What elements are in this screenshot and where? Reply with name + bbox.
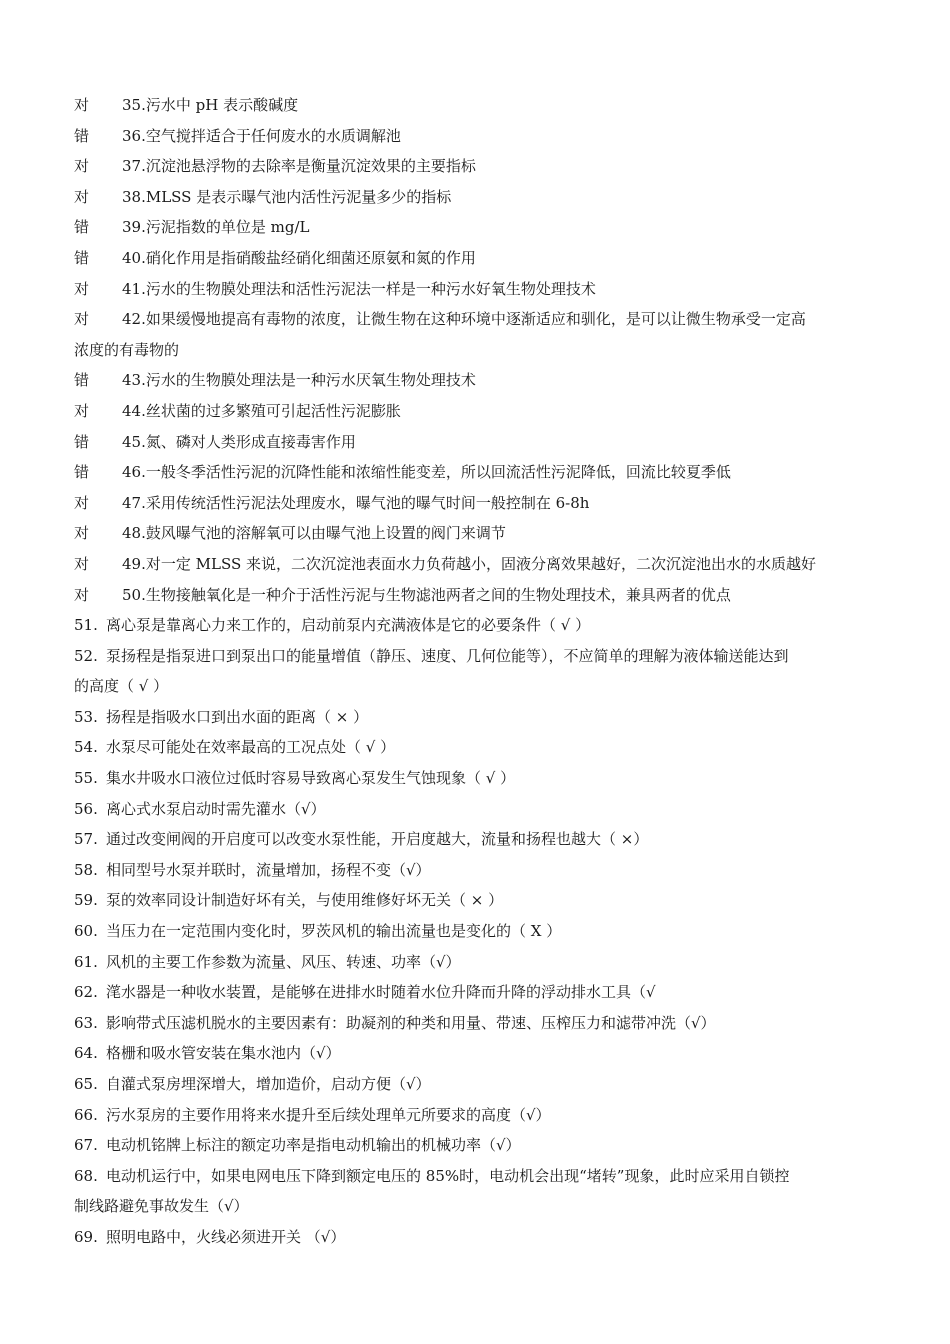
judged-item — [74, 580, 884, 611]
question-number: 61. — [74, 952, 98, 971]
question-text: 泵的效率同设计制造好坏有关，与使用维修好坏无关（ × ） — [106, 891, 504, 910]
question-number: 53. — [74, 707, 98, 726]
question-number: 69. — [74, 1227, 98, 1246]
question-text: 离心式水泵启动时需先灌水（√） — [106, 799, 326, 818]
question-text: 泵扬程是指泵进口到泵出口的能量增值（静压、速度、几何位能等），不应简单的理解为液体输送能达到 — [106, 646, 789, 665]
judged-item — [74, 457, 884, 488]
statement-text: 42.如果缓慢地提高有毒物的浓度，让微生物在这种环境中逐渐适应和驯化，是可以让微生物承受一定高 — [122, 310, 806, 329]
judgment-mark: 对 — [74, 96, 90, 114]
question-text: 扬程是指吸水口到出水面的距离（ × ） — [106, 707, 369, 726]
question-text: 集水井吸水口液位过低时容易导致离心泵发生气蚀现象（ √ ） — [106, 769, 516, 788]
statement-text: 37.沉淀池悬浮物的去除率是衡量沉淀效果的主要指标 — [122, 157, 476, 176]
judgment-mark: 错 — [74, 463, 90, 482]
judgment-mark: 对 — [74, 493, 90, 512]
question-text: 当压力在一定范围内变化时，罗茨风机的输出流量也是变化的（ X ） — [106, 922, 562, 941]
judgment-mark: 错 — [74, 248, 90, 267]
question-item — [74, 1161, 884, 1192]
question-number: 52. — [74, 646, 98, 665]
question-text: 影响带式压滤机脱水的主要因素有：助凝剂的种类和用量、带速、压榨压力和滤带冲洗（√） — [106, 1013, 716, 1032]
question-item — [74, 794, 884, 825]
question-number: 60. — [74, 922, 98, 941]
statement-text: 39.污泥指数的单位是 mg/L — [122, 218, 310, 237]
statement-text: 40.硝化作用是指硝酸盐经硝化细菌还原氨和氮的作用 — [122, 248, 476, 267]
statement-text: 47.采用传统活性污泥法处理废水，曝气池的曝气时间一般控制在 6-8h — [122, 493, 590, 512]
judged-item — [74, 121, 884, 152]
question-item — [74, 1222, 884, 1253]
question-text: 照明电路中，火线必须进开关 （√） — [106, 1227, 346, 1246]
question-number: 55. — [74, 769, 98, 788]
question-text: 相同型号水泵并联时，流量增加，扬程不变（√） — [106, 860, 431, 879]
document-page — [74, 90, 884, 1253]
question-number: 63. — [74, 1013, 98, 1032]
judgment-mark: 错 — [74, 432, 90, 451]
question-text: 电动机铭牌上标注的额定功率是指电动机输出的机械功率（√） — [106, 1136, 521, 1155]
question-text: 水泵尽可能处在效率最高的工况点处（ √ ） — [106, 738, 396, 757]
question-number: 59. — [74, 891, 98, 910]
question-number: 62. — [74, 983, 98, 1002]
question-item — [74, 916, 884, 947]
question-text: 格栅和吸水管安装在集水池内（√） — [106, 1044, 341, 1063]
judgment-mark: 对 — [74, 310, 90, 329]
judged-item — [74, 549, 884, 580]
judgment-mark: 对 — [74, 585, 90, 604]
statement-text: 41.污水的生物膜处理法和活性污泥法一样是一种污水好氧生物处理技术 — [122, 279, 596, 298]
judgment-mark: 对 — [74, 279, 90, 298]
statement-text: 48.鼓风曝气池的溶解氧可以由曝气池上设置的阀门来调节 — [122, 524, 506, 543]
question-number: 64. — [74, 1044, 98, 1063]
judgment-mark: 对 — [74, 187, 90, 206]
question-item — [74, 1130, 884, 1161]
question-text: 污水泵房的主要作用将来水提升至后续处理单元所要求的高度（√） — [106, 1105, 551, 1124]
question-item — [74, 1069, 884, 1100]
question-number: 56. — [74, 799, 98, 818]
question-item — [74, 885, 884, 916]
question-item — [74, 702, 884, 733]
question-text: 风机的主要工作参数为流量、风压、转速、功率（√） — [106, 952, 461, 971]
judged-item — [74, 243, 884, 274]
question-item — [74, 1100, 884, 1131]
statement-text: 35.污水中 pH 表示酸碱度 — [122, 96, 299, 114]
question-item — [74, 732, 884, 763]
question-item — [74, 763, 884, 794]
question-number: 65. — [74, 1075, 98, 1093]
question-number: 68. — [74, 1166, 98, 1185]
question-text: 通过改变闸阀的开启度可以改变水泵性能，开启度越大，流量和扬程也越大（ ×） — [106, 830, 649, 849]
judged-item — [74, 90, 884, 121]
statement-text: 50.生物接触氧化是一种介于活性污泥与生物滤池两者之间的生物处理技术，兼具两者的优点 — [122, 585, 731, 604]
statement-text: 46.一般冬季活性污泥的沉降性能和浓缩性能变差，所以回流活性污泥降低，回流比较夏季低 — [122, 463, 731, 482]
judged-item — [74, 212, 884, 243]
statement-text: 49.对一定 MLSS 来说，二次沉淀池表面水力负荷越小，固液分离效果越好，二次沉淀池出水的水质越好 — [122, 554, 817, 573]
judged-item — [74, 365, 884, 396]
question-text: 自灌式泵房埋深增大，增加造价，启动方便（√） — [106, 1075, 431, 1093]
judged-item — [74, 488, 884, 519]
question-number: 66. — [74, 1105, 98, 1124]
judgment-mark: 错 — [74, 218, 90, 237]
statement-text: 36.空气搅拌适合于任何废水的水质调解池 — [122, 126, 401, 145]
question-item — [74, 977, 884, 1008]
judgment-mark: 对 — [74, 157, 90, 176]
question-number: 58. — [74, 860, 98, 879]
question-continuation: 的高度（ √ ） — [74, 677, 169, 696]
judged-item — [74, 518, 884, 549]
question-continuation: 制线路避免事故发生（√） — [74, 1197, 249, 1216]
question-item — [74, 824, 884, 855]
question-item — [74, 855, 884, 886]
question-item — [74, 947, 884, 978]
judgment-mark: 对 — [74, 554, 90, 573]
judgment-mark: 对 — [74, 401, 90, 420]
question-item — [74, 641, 884, 672]
judged-item — [74, 274, 884, 305]
judged-item — [74, 304, 884, 335]
statement-text: 44.丝状菌的过多繁殖可引起活性污泥膨胀 — [122, 401, 401, 420]
question-text: 电动机运行中，如果电网电压下降到额定电压的 85%时，电动机会出现“堵转”现象，此时应采用自锁控 — [106, 1166, 790, 1185]
question-number: 54. — [74, 738, 98, 757]
question-text: 滗水器是一种收水装置，是能够在进排水时随着水位升降而升降的浮动排水工具（√ — [106, 983, 656, 1002]
question-item — [74, 1038, 884, 1069]
statement-text: 38.MLSS 是表示曝气池内活性污泥量多少的指标 — [122, 187, 452, 206]
question-item — [74, 610, 884, 641]
judgment-mark: 错 — [74, 371, 90, 390]
question-number: 51. — [74, 616, 98, 635]
question-number: 57. — [74, 830, 98, 849]
judgment-mark: 对 — [74, 524, 90, 543]
judged-item — [74, 427, 884, 458]
judged-item — [74, 182, 884, 213]
judged-item — [74, 151, 884, 182]
statement-text: 43.污水的生物膜处理法是一种污水厌氧生物处理技术 — [122, 371, 476, 390]
judgment-mark: 错 — [74, 126, 90, 145]
question-number: 67. — [74, 1136, 98, 1155]
question-item — [74, 1008, 884, 1039]
question-text: 离心泵是靠离心力来工作的，启动前泵内充满液体是它的必要条件（ √ ） — [106, 616, 591, 635]
statement-text: 45.氮、磷对人类形成直接毒害作用 — [122, 432, 356, 451]
numbered-questions — [74, 610, 884, 1252]
judged-item — [74, 396, 884, 427]
judged-statements — [74, 90, 884, 610]
statement-continuation: 浓度的有毒物的 — [74, 340, 180, 359]
